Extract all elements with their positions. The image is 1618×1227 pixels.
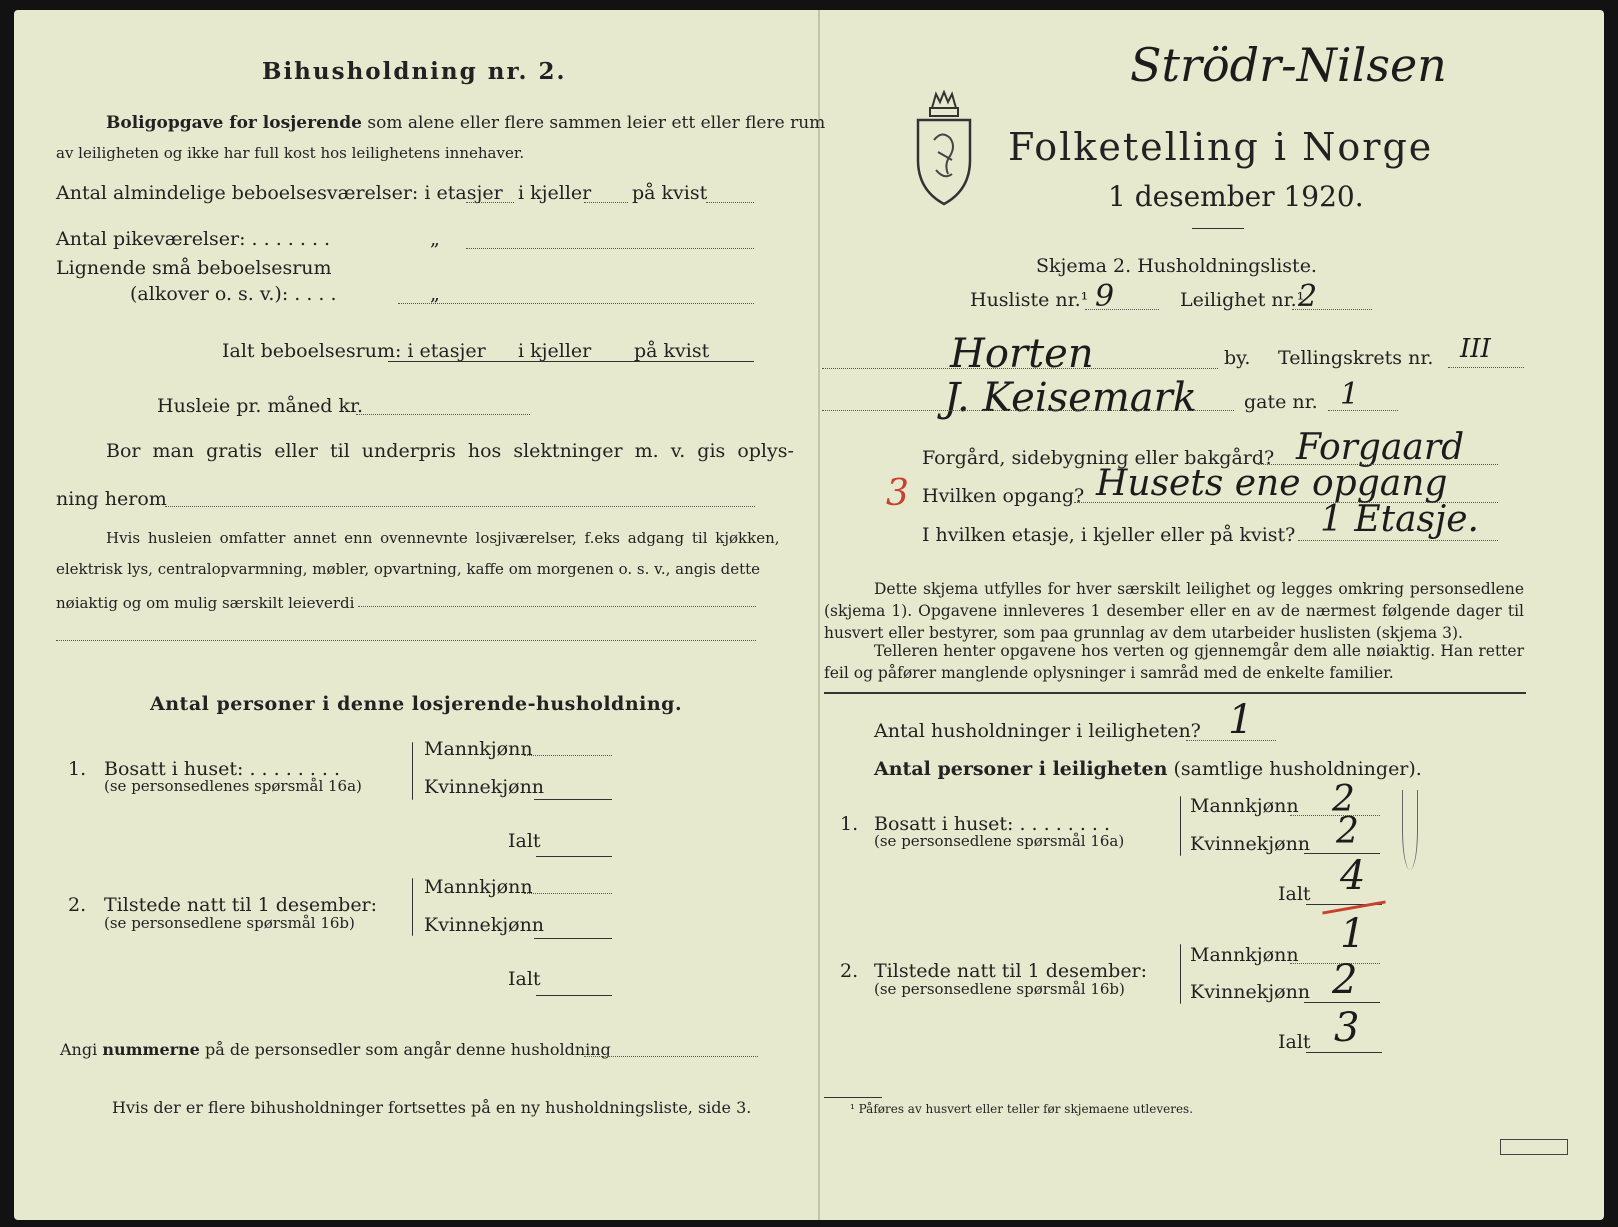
q1-female-label: Kvinnekjønn	[424, 776, 545, 798]
etasje-label: I hvilken etasje, i kjeller eller på kvist?	[922, 524, 1296, 546]
forgard-label: Forgård, sidebygning eller bakgård?	[922, 447, 1275, 469]
opgang-label: Hvilken opgang?	[922, 485, 1085, 507]
q2-male-label: Mannkjønn	[424, 876, 533, 898]
r-q2-sub: (se personsedlene spørsmål 16b)	[874, 980, 1125, 998]
q2-label: Tilstede natt til 1 desember:	[104, 894, 378, 916]
q2-female-label: Kvinnekjønn	[424, 914, 545, 936]
includes-line3: nøiaktig og om mulig særskilt leieverdi	[56, 594, 355, 612]
pike-label: Antal pikeværelser: . . . . . . .	[56, 228, 331, 250]
intro-line2: av leiligheten og ikke har full kost hos leilighetens innehaver.	[56, 144, 525, 162]
pencil-check-mark	[1402, 790, 1418, 870]
r-q2-total-value: 3	[1334, 1005, 1360, 1051]
left-heading: Bihusholdning nr. 2.	[262, 58, 567, 85]
left-footer: Hvis der er flere bihusholdninger fortsettes på en ny husholdningsliste, side 3.	[112, 1098, 752, 1117]
gate-value: 1	[1340, 377, 1360, 412]
schema-label: Skjema 2. Husholdningsliste.	[1036, 255, 1317, 277]
includes-line2: elektrisk lys, centralopvarmning, møbler, opvartning, kaffe om morgenen o. s. v., angis dette	[56, 560, 761, 578]
printer-stamp	[1500, 1139, 1568, 1155]
footnote: ¹ Påføres av husvert eller teller før skjemaene utleveres.	[850, 1102, 1194, 1116]
margin-mark: 3	[886, 473, 909, 514]
alkover-line	[398, 303, 754, 304]
r-q1-male-value: 2	[1332, 779, 1355, 820]
r-q2-female-label: Kvinnekjønn	[1190, 981, 1311, 1003]
r-q2-female-value: 2	[1332, 957, 1358, 1003]
pike-line	[466, 248, 754, 249]
form-date: 1 desember 1920.	[1108, 180, 1364, 213]
rooms-label: Antal almindelige beboelsesværelser: i etasjer	[56, 182, 503, 204]
city-value: Horten	[950, 331, 1094, 377]
r-q2-male-label: Mannkjønn	[1190, 944, 1299, 966]
street-value: J. Keisemark	[944, 375, 1197, 421]
small-rooms-label: Lignende små beboelsesrum	[56, 257, 332, 279]
leilighet-value: 2	[1298, 279, 1318, 314]
persons-heading: Antal personer i denne losjerende-husholdning.	[150, 693, 683, 715]
persons-rest: (samtlige husholdninger).	[1173, 758, 1422, 780]
r-q2-total-label: Ialt	[1278, 1031, 1311, 1053]
norway-coat-of-arms-icon	[912, 90, 976, 208]
angi-post: på de personsedler som angår denne husholdning	[204, 1040, 611, 1059]
gate-label: gate nr.	[1244, 391, 1318, 413]
husliste-value: 9	[1095, 279, 1115, 314]
includes-line1: Hvis husleien omfatter annet enn ovennevnte losjiværelser, f.eks adgang til kjøkken,	[106, 529, 780, 547]
r-q1-female-value: 2	[1336, 811, 1359, 852]
gratis-line2: ning herom	[56, 488, 167, 510]
instructions-2: Telleren henter opgavene hos verten og gjennemgår dem alle nøiaktig. Han retter feil og påfører manglende oplysninger i samråd med de enkelte familier.	[824, 642, 1524, 682]
r-q1-female-label: Kvinnekjønn	[1190, 833, 1311, 855]
q1-total-label: Ialt	[508, 830, 541, 852]
forgard-value: Forgaard	[1296, 427, 1465, 468]
leilighet-label: Leilighet nr.¹	[1180, 289, 1305, 311]
r-q1-total-value: 4	[1340, 853, 1366, 899]
etasje-value: 1 Etasje.	[1320, 499, 1479, 540]
r-q2-male-value: 1	[1340, 911, 1366, 957]
households-value: 1	[1228, 697, 1254, 743]
by-label: by.	[1224, 347, 1251, 369]
q1-male-label: Mannkjønn	[424, 738, 533, 760]
alkover-label: (alkover o. s. v.): . . . .	[130, 283, 337, 305]
ialt-rooms-label: Ialt beboelsesrum: i etasjer	[222, 340, 486, 362]
opgang-value: Husets ene opgang	[1096, 463, 1448, 504]
q2-total-label: Ialt	[508, 968, 541, 990]
husliste-label: Husliste nr.¹	[970, 289, 1089, 311]
r-q1-sub: (se personsedlene spørsmål 16a)	[874, 832, 1125, 850]
ialt-rooms-line	[388, 361, 754, 362]
r-q1-male-label: Mannkjønn	[1190, 795, 1299, 817]
krets-label: Tellingskrets nr.	[1278, 347, 1434, 369]
r-q1-label: Bosatt i huset: . . . . . . . .	[874, 813, 1111, 835]
form-title: Folketelling i Norge	[1008, 125, 1434, 169]
signature: Strödr-Nilsen	[1130, 38, 1447, 92]
intro-bold: Boligopgave for losjerende	[106, 113, 362, 133]
husleie-label: Husleie pr. måned kr.	[157, 395, 364, 417]
persons-bold: Antal personer i leiligheten	[874, 758, 1168, 780]
krets-value: III	[1460, 334, 1491, 364]
q2-sub: (se personsedlene spørsmål 16b)	[104, 914, 355, 932]
r-q1-total-label: Ialt	[1278, 883, 1311, 905]
page-fold	[818, 10, 820, 1220]
instructions-1: Dette skjema utfylles for hver særskilt leilighet og legges omkring personsedlene (skjema 1). Opgavene innleveres 1 desember eller en av de nærmest følgende dager til husvert eller bestyrer, som paa grunnlag av dem utarbeider huslisten (skjema 3).	[824, 580, 1524, 642]
section-divider	[824, 692, 1526, 694]
intro-rest: som alene eller flere sammen leier ett eller flere rum	[367, 113, 826, 133]
households-label: Antal husholdninger i leiligheten?	[874, 720, 1201, 742]
q1-sub: (se personsedlenes spørsmål 16a)	[104, 777, 362, 795]
husleie-line	[356, 414, 530, 415]
q1-label: Bosatt i huset: . . . . . . . .	[104, 758, 341, 780]
gratis-line1: Bor man gratis eller til underpris hos slektninger m. v. gis oplys-	[106, 440, 794, 462]
r-q2-label: Tilstede natt til 1 desember:	[874, 960, 1148, 982]
rooms-kjeller: i kjeller	[518, 182, 592, 204]
rooms-kvist: på kvist	[632, 182, 708, 204]
